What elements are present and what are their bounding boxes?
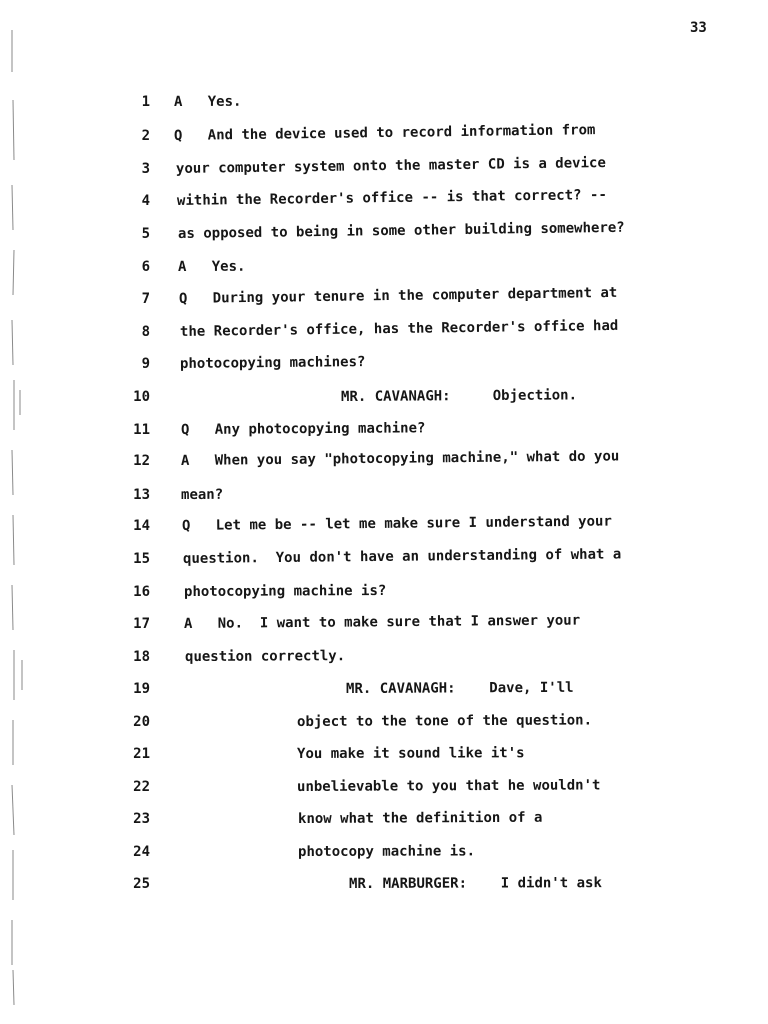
line-number: 8: [141, 324, 150, 340]
transcript-line: [0, 356, 768, 378]
line-text: Q During your tenure in the computer department at: [178, 284, 618, 307]
line-text: object to the tone of the question.: [296, 712, 593, 730]
line-text: You make it sound like it's: [296, 745, 525, 762]
line-number: 25: [133, 876, 150, 892]
line-text: Q Any photocopying machine?: [180, 420, 426, 438]
line-number: 19: [133, 681, 150, 697]
transcript-line: [0, 122, 768, 150]
transcript-line: [0, 811, 768, 833]
line-text: A Yes.: [173, 93, 242, 110]
line-text: photocopying machines?: [179, 354, 366, 372]
line-number: 3: [141, 161, 150, 177]
transcript-line: [0, 154, 768, 183]
line-number: 13: [133, 487, 150, 503]
transcript-line: [0, 513, 768, 540]
line-text: photocopy machine is.: [297, 843, 476, 860]
transcript-line: [0, 649, 768, 671]
line-text: A When you say "photocopying machine," what do you: [180, 448, 620, 469]
line-text: photocopying machine is?: [183, 582, 387, 600]
transcript-line: [0, 259, 768, 281]
line-number: 9: [141, 356, 150, 372]
line-text: Q And the device used to record information from: [173, 122, 596, 144]
line-number: 7: [141, 291, 150, 307]
transcript-line: [0, 422, 768, 444]
line-number: 23: [133, 811, 150, 827]
transcript-line: [0, 546, 768, 573]
line-text: MR. CAVANAGH: Dave, I'll: [345, 679, 574, 697]
page-number: 33: [690, 20, 707, 36]
line-text: within the Recorder's office -- is that correct? --: [176, 186, 607, 209]
line-number: 5: [141, 226, 150, 242]
line-number: 22: [133, 779, 150, 795]
line-number: 14: [133, 518, 150, 534]
line-text: question correctly.: [184, 648, 346, 665]
line-text: unbelievable to you that he wouldn't: [296, 777, 601, 795]
line-text: question. You don't have an understanding of what a: [182, 546, 622, 567]
transcript-line: [0, 612, 768, 638]
line-number: 10: [133, 389, 150, 405]
transcript-line: [0, 94, 768, 116]
transcript-line: [0, 584, 768, 606]
transcript-line: [0, 876, 768, 898]
line-number: 21: [133, 746, 150, 762]
line-text: MR. CAVANAGH: Objection.: [340, 387, 578, 405]
line-number: 12: [133, 453, 150, 469]
line-text: Q Let me be -- let me make sure I understand your: [181, 513, 612, 534]
line-number: 11: [133, 422, 150, 438]
transcript-line: [0, 284, 768, 313]
line-number: 18: [133, 649, 150, 665]
transcript-line: [0, 779, 768, 801]
line-text: your computer system onto the master CD is a device: [175, 154, 606, 177]
transcript-line: [0, 317, 768, 346]
transcript-line: [0, 714, 768, 736]
line-number: 6: [141, 259, 150, 275]
line-number: 16: [133, 584, 150, 600]
transcript-line: [0, 186, 768, 215]
line-text: the Recorder's office, has the Recorder's office had: [179, 317, 619, 340]
line-number: 15: [133, 551, 150, 567]
transcript-line: [0, 746, 768, 768]
transcript-line: [0, 681, 768, 703]
line-text: mean?: [180, 486, 224, 503]
transcript-line: [0, 487, 768, 509]
line-number: 17: [133, 616, 150, 632]
transcript-line: [0, 844, 768, 866]
line-number: 4: [141, 193, 150, 209]
transcript-line: [0, 219, 768, 248]
line-text: A No. I want to make sure that I answer your: [183, 612, 581, 632]
line-number: 1: [141, 94, 150, 110]
line-text: MR. MARBURGER: I didn't ask: [348, 875, 602, 892]
line-number: 20: [133, 714, 150, 730]
line-number: 2: [141, 128, 150, 144]
transcript-line: [0, 389, 768, 411]
line-text: know what the definition of a: [297, 809, 543, 827]
line-text: A Yes.: [177, 258, 246, 275]
transcript-line: [0, 448, 768, 475]
line-number: 24: [133, 844, 150, 860]
line-text: as opposed to being in some other building somewhere?: [177, 219, 625, 242]
